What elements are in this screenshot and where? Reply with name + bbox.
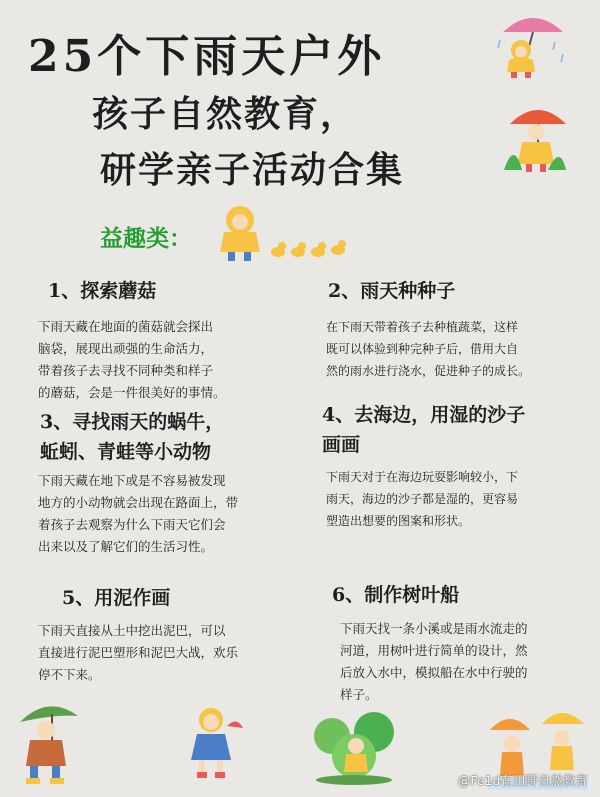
activity-4-heading: 4、去海边，用湿的沙子 画画 xyxy=(322,404,526,456)
activity-1-heading: 1、探索蘑菇 xyxy=(48,280,157,302)
title-line-3: 研学亲子活动合集 xyxy=(100,149,405,191)
child-plants-icon xyxy=(312,706,397,786)
title-line-2: 孩子自然教育， xyxy=(92,93,359,135)
activity-5-body: 下雨天直接从土中挖出泥巴，可以 直接进行泥巴塑形和泥巴大战，欢乐 停不下来。 xyxy=(38,623,239,682)
child-red-umbrella-icon xyxy=(500,100,570,180)
activity-5-heading: 5、用泥作画 xyxy=(62,587,171,609)
activity-2-heading: 2、雨天种种子 xyxy=(328,280,456,302)
child-pink-umbrella-icon xyxy=(495,10,570,80)
category-label: 益趣类： xyxy=(100,225,192,252)
activity-1-body: 下雨天藏在地面的菌菇就会探出 脑袋，展现出顽强的生命活力， 带着孩子去寻找不同种类和样子 的蘑菇，会是一件很美好的事情。 xyxy=(38,319,226,400)
activity-4-body: 下雨天对于在海边玩耍影响较小，下 雨天，海边的沙子都是湿的，更容易 塑造出想要的图案和形状。 xyxy=(326,470,519,528)
child-yellow-raincoat-ducklings-icon xyxy=(210,200,360,265)
activity-3-heading: 3、寻找雨天的蜗牛， 蚯蚓、青蛙等小动物 xyxy=(40,411,225,463)
title-line-1: 25个下雨天户外 xyxy=(28,31,386,82)
child-leaf-umbrella-icon xyxy=(16,700,86,788)
girl-umbrella-icon xyxy=(185,700,245,784)
activity-6-heading: 6、制作树叶船 xyxy=(332,584,460,606)
watermark: @Fe1d在田野自然教育 xyxy=(457,773,588,788)
activity-6-body: 下雨天找一条小溪或是雨水流走的 河道，用树叶进行简单的设计，然 后放入水中，模拟船在水中行驶的 样子。 xyxy=(340,621,528,702)
activity-3-body: 下雨天藏在地下或是不容易被发现 地方的小动物就会出现在路面上，带 着孩子去观察为什么下雨天它们会 出来以及了解它们的生活习性。 xyxy=(38,473,239,554)
activity-2-body: 在下雨天带着孩子去种植蔬菜，这样 既可以体验到种完种子后，借用大自 然的雨水进行浇水，促进种子的成长。 xyxy=(326,320,531,378)
